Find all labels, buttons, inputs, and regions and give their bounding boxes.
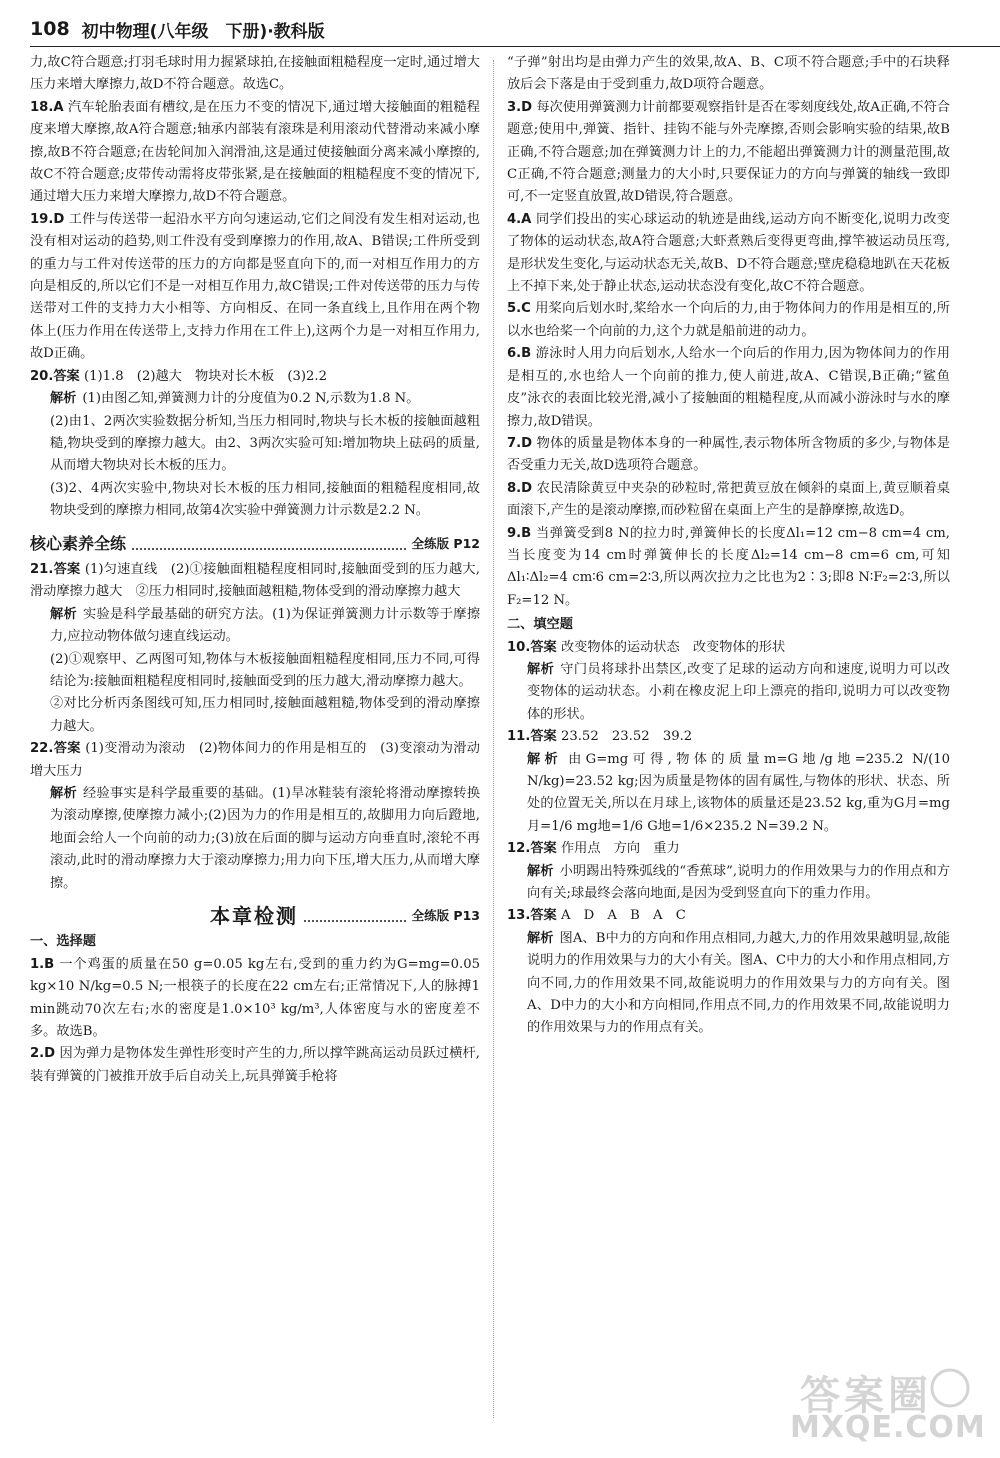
item-number: 10.答案 <box>507 639 557 655</box>
explanation-item <box>30 783 480 895</box>
item-text: 23.52 23.52 39.2 <box>560 729 693 745</box>
question-item <box>507 523 950 613</box>
header-rule <box>30 46 1000 47</box>
item-text: 用桨向后划水时,桨给水一个向后的力,由于物体间力的作用是相互的,所以水也给桨一个向前的力,这个力就是船前进的动力。 <box>507 301 950 339</box>
question-item <box>507 343 950 433</box>
section-leader-dots <box>304 920 406 922</box>
text-paragraph <box>507 52 950 97</box>
explanation-item <box>507 749 950 839</box>
item-text: 游泳时人用力向后划水,人给水一个向后的作用力,因为物体间力的作用是相互的,水也给人一个向前的推力,使人前进,故A、C错误,B正确;“鲨鱼皮”泳衣的表面比较光滑,减小了接触面的粗糙程度,从而减小游泳时与水的摩擦力,故D错误。 <box>507 346 950 429</box>
item-text: 汽车轮胎表面有槽纹,是在压力不变的情况下,通过增大接触面的粗糙程度来增大摩擦,故A符合题意;轴承内部装有滚珠是利用滚动代替滑动来减小摩擦,故B不符合题意;在齿轮间加入润滑油,这是通过使接触面分离来减小摩擦的,故C不符合题意;皮带传动需将皮带张紧,是在接触面的粗糙程度不变的情况下,通过增大压力来增大摩擦力,故D不符合题意。 <box>30 99 480 205</box>
item-text: (3)2、4两次实验中,物块对长木板的压力相同,接触面的粗糙程度相同,故物块受到的摩擦力相同,故第4次实验中弹簧测力计示数是2.2 N。 <box>50 480 480 519</box>
subsection-heading: 一、选择题 <box>30 934 96 950</box>
item-text: 经验事实是科学最重要的基础。(1)旱冰鞋装有滚轮将滑动摩擦转换为滚动摩擦,使摩擦力减小;(2)因为力的作用是相互的,故脚用力向后蹬地,地面会给人一个向前的动力;(3)放在后面的脚与运动方向垂直时,滚轮不再滚动,此时的滑动摩擦力大于滚动摩擦力;用力向下压,增大压力,从而增大摩擦。 <box>50 786 481 891</box>
watermark-logo <box>790 1366 986 1450</box>
explanation-item <box>507 928 950 1040</box>
section-leader-dots <box>132 548 406 550</box>
item-number: 4.A <box>507 211 532 227</box>
question-item <box>30 209 480 366</box>
answer-item <box>507 726 950 748</box>
item-number: 12.答案 <box>507 841 557 857</box>
question-item <box>507 433 950 478</box>
item-text: 一个鸡蛋的质量在50 g=0.05 kg左右,受到的重力约为G=mg=0.05 kg×10 N/kg=0.5 N;一根筷子的长度在22 cm左右;正常情况下,人的脉搏1 min跳动70次左右;水的密度是1.0×10³ kg/m³,人体密度与水的密度差不多。故选B。 <box>30 956 480 1040</box>
item-text: 每次使用弹簧测力计前都要观察指针是否在零刻度线处,故A正确,不符合题意;使用中,弹簧、指针、挂钩不能与外壳摩擦,否则会影响实验的结果,故B正确,不符合题意;加在弹簧测力计上的力,不能超出弹簧测力计的测量范围,故C正确,不符合题意;测量力的大小时,只要保证力的方向与弹簧的轴线一致即可,不一定竖直放置,故D错误,符合题意。 <box>507 99 950 205</box>
item-number: 1.B <box>30 956 55 972</box>
item-text: 改变物体的运动状态 改变物体的形状 <box>560 639 786 655</box>
item-number: 5.C <box>507 301 531 317</box>
explanation-continued <box>30 649 480 694</box>
explanation-label: 解析 <box>527 751 563 767</box>
item-text: 力,故C符合题意;打羽毛球时用力握紧球拍,在接触面粗糙程度一定时,通过增大压力来增大摩擦力,故D不符合题意。故选C。 <box>30 55 480 93</box>
item-number: 20.答案 <box>30 368 80 384</box>
item-text: 守门员将球扑出禁区,改变了足球的运动方向和速度,说明力可以改变物体的运动状态。小莉在橡皮泥上印上漂亮的指印,说明力可以改变物体的形状。 <box>527 661 950 722</box>
answer-item <box>507 905 950 927</box>
explanation-continued <box>30 411 480 478</box>
item-text: 作用点 方向 重力 <box>560 841 680 857</box>
item-text: (2)①观察甲、乙两图可知,物体与木板接触面粗糙程度相同,压力不同,可得结论为:接触面粗糙程度相同时,接触面受到的压力越大,滑动摩擦力越大。 <box>50 651 480 689</box>
answer-item <box>507 838 950 860</box>
item-number: 21.答案 <box>30 561 81 577</box>
explanation-label: 解析 <box>50 606 78 622</box>
explanation-label: 解析 <box>527 661 555 677</box>
watermark-line1: 答案圈 <box>800 1373 932 1419</box>
section-title: 核心素养全练 <box>30 533 127 553</box>
right-column <box>507 52 950 1438</box>
item-text: 小明踢出特殊弧线的“香蕉球”,说明力的作用效果与力的作用点和方向有关;球最终会落向地面,是因为受到竖直向下的重力作用。 <box>527 863 950 902</box>
item-text: 农民清除黄豆中夹杂的砂粒时,常把黄豆放在倾斜的桌面上,黄豆顺着桌面滚下,产生的是滚动摩擦,而砂粒留在桌面上产生的是静摩擦,故选D。 <box>507 480 950 519</box>
explanation-label: 解析 <box>50 391 77 407</box>
item-text: “子弹”射出均是由弹力产生的效果,故A、B、C项不符合题意;手中的石块释放后会下落是由于受到重力,故D项符合题意。 <box>507 55 950 93</box>
column-divider <box>493 60 494 1418</box>
explanation-label: 解析 <box>50 786 78 801</box>
item-text: (1)1.8 (2)越大 物块对长木板 (3)2.2 <box>83 368 328 384</box>
page-header <box>30 14 325 44</box>
item-text: 同学们投出的实心球运动的轨迹是曲线,运动方向不断变化,说明力改变了物体的运动状态,故A符合题意;大虾煮熟后变得更弯曲,撑竿被运动员压弯,是形状发生变化,与运动状态无关,故B、D不符合题意;壁虎稳稳地趴在天花板上不掉下来,处于静止状态,运动状态没有变化,故C不符合题意。 <box>507 211 950 295</box>
question-item <box>30 1043 480 1088</box>
answer-item <box>30 366 480 388</box>
item-text: (2)由1、2两次实验数据分析知,当压力相同时,物块与长木板的接触面越粗糙,物块受到的摩擦力越大。由2、3两次实验可知:增加物块上砝码的质量,从而增大物块对长木板的压力。 <box>50 413 480 474</box>
item-number: 13.答案 <box>507 908 557 924</box>
explanation-item <box>30 604 480 649</box>
item-number: 3.D <box>507 99 533 115</box>
question-item <box>507 478 950 523</box>
item-text: (1)匀速直线 (2)①接触面粗糙程度相同时,接触面受到的压力越大,滑动摩擦力越大 ②压力相同时,接触面越粗糙,物体受到的滑动摩擦力越大 <box>30 561 480 600</box>
item-text: (1)由图乙知,弹簧测力计的分度值为0.2 N,示数为1.8 N。 <box>82 391 420 407</box>
section-heading <box>30 533 480 555</box>
item-number: 2.D <box>30 1046 56 1062</box>
item-number: 11.答案 <box>507 729 557 745</box>
book-title: 初中物理(八年级 下册)·教科版 <box>81 21 325 42</box>
explanation-item <box>507 861 950 906</box>
item-text: 图A、B中力的方向和作用点相同,力越大,力的作用效果越明显,故能说明力的作用效果与力的大小有关。图A、C中力的大小和作用点相同,方向不同,力的作用效果不同,故能说明力的作用效果与力的方向有关。图A、D中力的大小和方向相同,作用点不同,力的作用效果不同,故能说明力的作用效果与力的作用点有关。 <box>527 930 950 1036</box>
item-text: ②对比分析丙条图线可知,压力相同时,接触面越粗糙,物体受到的滑动摩擦力越大。 <box>50 696 480 734</box>
section-heading <box>30 905 480 927</box>
item-number: 22.答案 <box>30 741 81 757</box>
subsection-heading: 二、填空题 <box>507 617 573 633</box>
explanation-label: 解析 <box>527 930 554 946</box>
item-text: A D A B A C <box>560 908 686 924</box>
question-item <box>507 298 950 343</box>
item-text: 当弹簧受到8 N的拉力时,弹簧伸长的长度Δl₁=12 cm−8 cm=4 cm,当长度变为14 cm时弹簧伸长的长度Δl₂=14 cm−8 cm=6 cm,可知Δl₁∶Δl₂=4 cm∶6 cm=2∶3,所以两次拉力之比也为2∶3;即8 N∶F₂=2∶3,所以F₂=12 N。 <box>507 525 950 608</box>
item-number: 18.A <box>30 99 64 115</box>
question-item <box>30 97 480 209</box>
section-title: 本章检测 <box>210 904 298 929</box>
item-number: 19.D <box>30 211 65 227</box>
answer-item <box>507 637 950 659</box>
left-column <box>30 52 494 1438</box>
item-number: 9.B <box>507 525 532 541</box>
explanation-continued <box>30 478 480 523</box>
answer-item <box>30 559 480 604</box>
item-number: 7.D <box>507 435 533 451</box>
text-paragraph <box>30 52 480 97</box>
item-number: 6.B <box>507 346 532 362</box>
item-text: 因为弹力是物体发生弹性形变时产生的力,所以撑竿跳高运动员跃过横杆,装有弹簧的门被推开放手后自动关上,玩具弹簧手枪将 <box>30 1046 480 1084</box>
question-item <box>30 954 480 1044</box>
question-item <box>507 209 950 299</box>
explanation-item <box>30 388 480 410</box>
item-number: 8.D <box>507 480 533 496</box>
item-text: (1)变滑动为滚动 (2)物体间力的作用是相互的 (3)变滚动为滑动 增大压力 <box>30 741 494 779</box>
item-text: 由G=mg可得,物体的质量m=G地/g地=235.2 N/(10 N/kg)=23.52 kg;因为质量是物体的固有属性,与物体的形状、状态、所处的位置无关,所以在月球上,该物体的质量还是23.52 kg,重为G月=mg月=1/6 mg地=1/6 G地=1/6×235.2 N=39.2 N。 <box>527 751 951 834</box>
answer-item <box>30 738 494 783</box>
section-reference: 全练版 P12 <box>411 535 480 551</box>
page-number: 108 <box>30 18 70 40</box>
explanation-continued <box>30 693 480 738</box>
question-item <box>507 97 950 209</box>
explanation-label: 解析 <box>527 863 554 879</box>
item-text: 工件与传送带一起沿水平方向匀速运动,它们之间没有发生相对运动,也没有相对运动的趋势,则工件没有受到摩擦力的作用,故A、B错误;工件所受到的重力与工件对传送带的压力的方向都是竖直向下的,而一对相互作用力的方向是相反的,所以它们不是一对相互作用力,故C错误;工件对传送带的压力与传送带对工件的支持力大小相等、方向相反、在同一条直线上,且作用在两个物体上(压力作用在传送带上,支持力作用在工件上),这两个力是一对相互作用力,故D正确。 <box>30 211 480 362</box>
section-reference: 全练版 P13 <box>411 908 480 924</box>
watermark-line2: MXQE.COM <box>790 1410 986 1445</box>
item-text: 物体的质量是物体本身的一种属性,表示物体所含物质的多少,与物体是否受重力无关,故D选项符合题意。 <box>507 435 950 474</box>
item-text: 实验是科学最基础的研究方法。(1)为保证弹簧测力计示数等于摩擦力,应拉动物体做匀速直线运动。 <box>50 606 481 645</box>
explanation-item <box>507 659 950 726</box>
